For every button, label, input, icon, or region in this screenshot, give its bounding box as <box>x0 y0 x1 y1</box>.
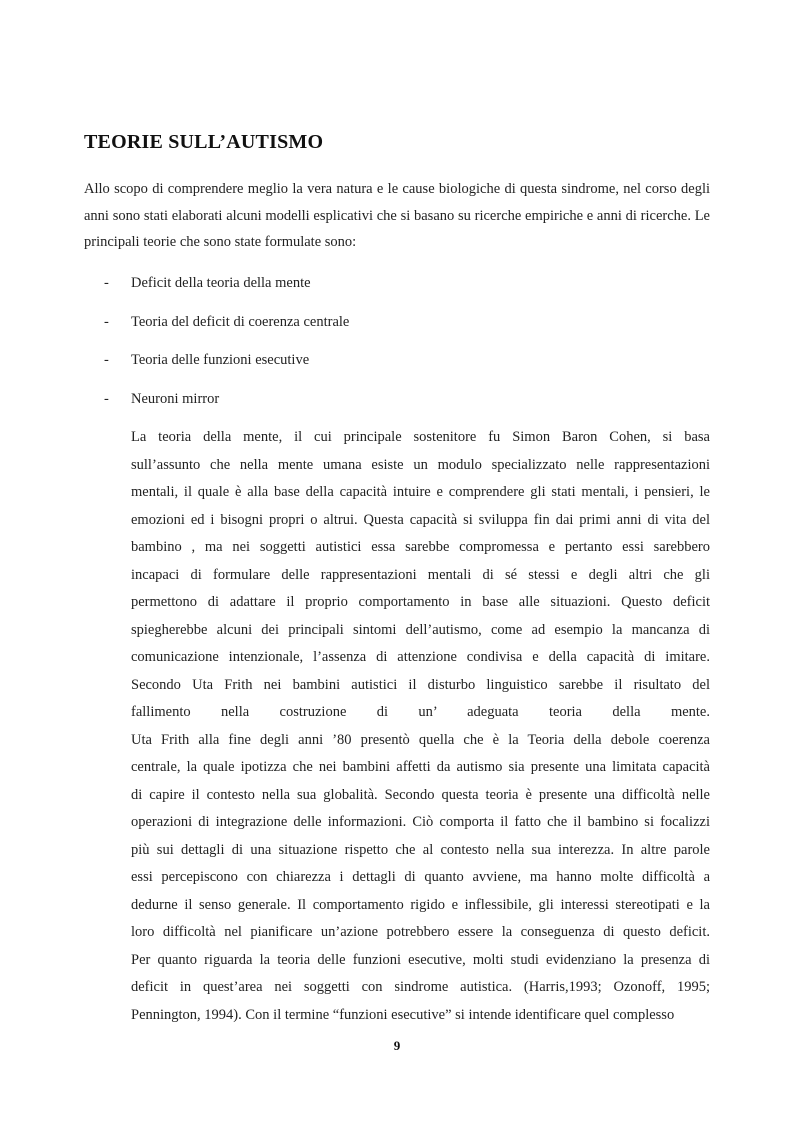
list-bullet: - <box>104 313 109 330</box>
body-line: mentali, il quale è alla base della capacità intuire e comprendere gli stati mentali, i pensieri, le <box>131 484 710 500</box>
body-line: di capire il contesto nella sua globalità. Secondo questa teoria è presente una difficoltà nelle <box>131 786 710 803</box>
list-item-text: Teoria del deficit di coerenza centrale <box>131 313 350 330</box>
body-line: emozioni ed i bisogni propri o altrui. Questa capacità si sviluppa fin dai primi anni di vita del <box>131 511 710 528</box>
body-line: deficit in quest’area nei soggetti con sindrome autistica. (Harris,1993; Ozonoff, 1995; <box>131 979 710 995</box>
body-line: comunicazione intenzionale, l’assenza di attenzione condivisa e della capacità di imitare. <box>131 649 710 665</box>
body-line: spiegherebbe alcuni dei principali sintomi dell’autismo, come ad esempio la mancanza di <box>131 621 710 638</box>
body-line: più sui dettagli di una situazione rispetto che al contesto nella sua interezza. In altre parole <box>131 841 710 858</box>
body-line: Per quanto riguarda la teoria delle funzioni esecutive, molti studi evidenziano la presenza di <box>131 951 710 968</box>
body-line: sull’assunto che nella mente umana esiste un modulo specializzato nelle rappresentazioni <box>131 456 710 473</box>
body-line: dedurne il senso generale. Il comportamento rigido e inflessibile, gli interessi stereotipati e la <box>131 896 710 913</box>
body-line: loro difficoltà nel pianificare un’azione potrebbero essere la conseguenza di questo deficit. <box>131 924 710 940</box>
list-item <box>104 347 349 386</box>
list-item <box>104 309 349 348</box>
list-bullet: - <box>104 275 109 291</box>
body-line: centrale, la quale ipotizza che nei bambini affetti da autismo sia presente una limitata capacità <box>131 759 710 775</box>
body-line: La teoria della mente, il cui principale sostenitore fu Simon Baron Cohen, si basa <box>131 429 710 445</box>
list-item <box>104 270 349 309</box>
body-line: essi percepiscono con chiarezza i dettagli di quanto avviene, ma hanno molte difficoltà a <box>131 869 710 885</box>
body-line: Pennington, 1994). Con il termine “funzioni esecutive” si intende identificare quel complesso <box>131 1006 675 1023</box>
body-line: bambino , ma nei soggetti autistici essa sarebbe compromessa e pertanto essi sarebbero <box>131 539 710 555</box>
body-line: incapaci di formulare delle rappresentazioni mentali di sé stessi e degli altri che gli <box>131 566 710 583</box>
body-line: permettono di adattare il proprio comportamento in base alle situazioni. Questo deficit <box>131 594 710 610</box>
list-item-text: Teoria delle funzioni esecutive <box>131 352 310 368</box>
theories-list <box>104 270 349 424</box>
page-title: TEORIE SULL’AUTISMO <box>84 131 324 153</box>
list-item <box>104 386 349 425</box>
list-bullet: - <box>104 390 109 407</box>
body-text <box>131 424 710 1029</box>
page-number: 9 <box>393 1038 401 1053</box>
list-item-text: Deficit della teoria della mente <box>131 275 311 291</box>
intro-paragraph: Allo scopo di comprendere meglio la vera natura e le cause biologiche di questa sindrome, nel corso degli anni sono stati elaborati alcuni modelli esplicativi che si basano su ricerche empiriche e anni di ricerche. Le principali teorie che sono state formulate sono: <box>84 181 710 250</box>
body-line: Uta Frith alla fine degli anni ’80 presentò quella che è la Teoria della debole coerenza <box>131 731 710 748</box>
list-bullet: - <box>104 352 109 368</box>
body-line: Secondo Uta Frith nei bambini autistici il disturbo linguistico sarebbe il risultato del <box>131 676 710 693</box>
body-line: fallimento nella costruzione di un’ adeguata teoria della mente. <box>131 704 710 720</box>
body-line: operazioni di integrazione delle informazioni. Ciò comporta il fatto che il bambino si focalizzi <box>131 814 710 830</box>
list-item-text: Neuroni mirror <box>131 390 220 407</box>
